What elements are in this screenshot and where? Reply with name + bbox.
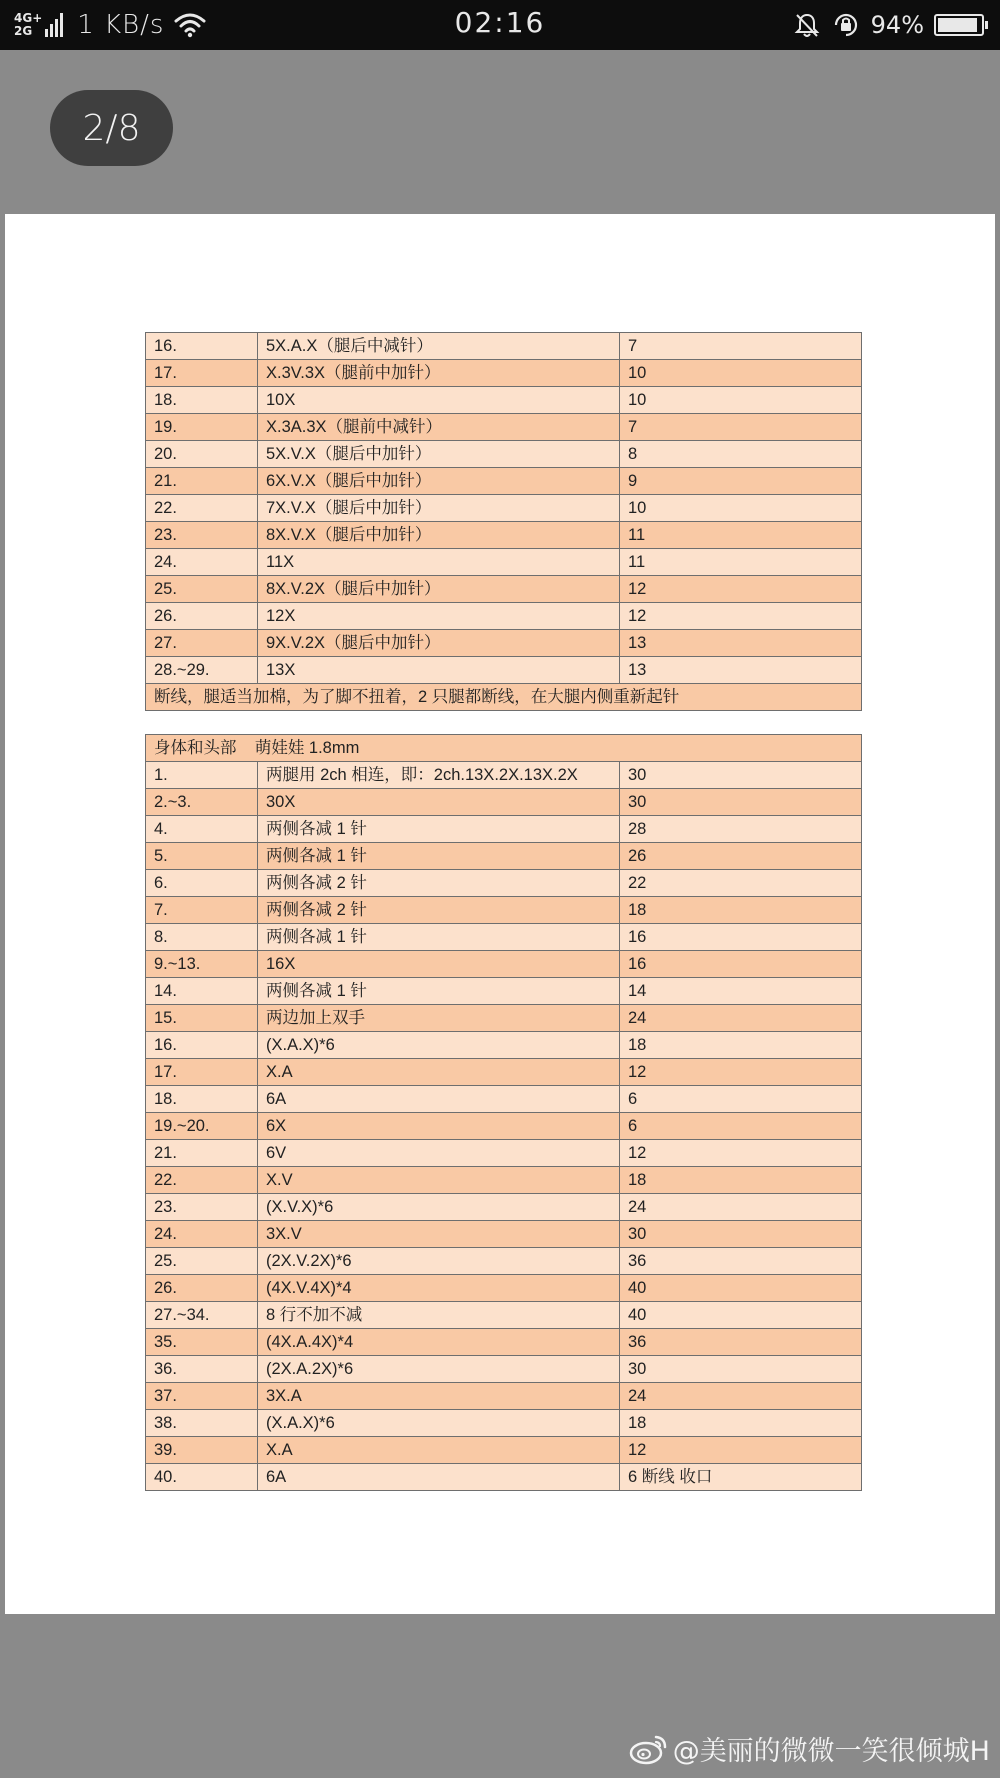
battery-percent: 94% [870, 11, 924, 39]
table-row [146, 1086, 862, 1113]
stitch-instruction-cell: 6X [258, 1113, 620, 1140]
stitch-count-cell: 6 断线 收口 [620, 1464, 862, 1491]
row-number-cell: 25. [146, 576, 258, 603]
table-row [146, 468, 862, 495]
stitch-count-cell: 10 [620, 387, 862, 414]
stitch-instruction-cell: 5X.V.X（腿后中加针） [258, 441, 620, 468]
row-number-cell: 19. [146, 414, 258, 441]
status-right [793, 8, 984, 42]
row-number-cell: 1. [146, 762, 258, 789]
row-number-cell: 15. [146, 1005, 258, 1032]
stitch-count-cell: 7 [620, 414, 862, 441]
row-number-cell: 5. [146, 843, 258, 870]
stitch-instruction-cell: 9X.V.2X（腿后中加针） [258, 630, 620, 657]
watermark [629, 1729, 990, 1768]
row-number-cell: 7. [146, 897, 258, 924]
net-speed: 1 KB/s [77, 10, 165, 40]
table-row [146, 1005, 862, 1032]
stitch-count-cell: 24 [620, 1005, 862, 1032]
table-row [146, 1275, 862, 1302]
table-row [146, 630, 862, 657]
row-number-cell: 24. [146, 549, 258, 576]
stitch-instruction-cell: 6X.V.X（腿后中加针） [258, 468, 620, 495]
row-number-cell: 23. [146, 1194, 258, 1221]
row-number-cell: 27. [146, 630, 258, 657]
battery-icon [934, 14, 984, 36]
table-row [146, 387, 862, 414]
stitch-instruction-cell: 两侧各减 1 针 [258, 843, 620, 870]
row-number-cell: 22. [146, 495, 258, 522]
row-number-cell: 21. [146, 1140, 258, 1167]
row-number-cell: 18. [146, 387, 258, 414]
table-row [146, 924, 862, 951]
stitch-instruction-cell: 两侧各减 2 针 [258, 897, 620, 924]
stitch-count-cell: 40 [620, 1275, 862, 1302]
stitch-count-cell: 12 [620, 1437, 862, 1464]
stitch-instruction-cell: 两侧各减 2 针 [258, 870, 620, 897]
table-row [146, 1437, 862, 1464]
row-number-cell: 17. [146, 360, 258, 387]
stitch-count-cell: 40 [620, 1302, 862, 1329]
table-note: 断线，腿适当加棉，为了脚不扭着，2 只腿都断线，在大腿内侧重新起针 [146, 684, 862, 711]
table-row [146, 549, 862, 576]
stitch-count-cell: 18 [620, 1410, 862, 1437]
battery-level-fill [938, 18, 977, 32]
row-number-cell: 16. [146, 1032, 258, 1059]
row-number-cell: 36. [146, 1356, 258, 1383]
table-row [146, 1356, 862, 1383]
row-number-cell: 38. [146, 1410, 258, 1437]
stitch-count-cell: 30 [620, 1356, 862, 1383]
stitch-count-cell: 16 [620, 924, 862, 951]
stitch-count-cell: 18 [620, 1032, 862, 1059]
status-bar [0, 0, 1000, 50]
stitch-instruction-cell: (4X.A.4X)*4 [258, 1329, 620, 1356]
stitch-instruction-cell: 3X.V [258, 1221, 620, 1248]
row-number-cell: 25. [146, 1248, 258, 1275]
stitch-count-cell: 36 [620, 1248, 862, 1275]
table-row [146, 1410, 862, 1437]
network-type-bottom: 2G [14, 24, 33, 38]
pattern-table-legs [145, 332, 862, 711]
stitch-instruction-cell: 10X [258, 387, 620, 414]
stitch-instruction-cell: X.3V.3X（腿前中加针） [258, 360, 620, 387]
table-row [146, 870, 862, 897]
stitch-instruction-cell: 16X [258, 951, 620, 978]
table-row [146, 1059, 862, 1086]
table-row [146, 360, 862, 387]
row-number-cell: 23. [146, 522, 258, 549]
stitch-instruction-cell: 30X [258, 789, 620, 816]
stitch-instruction-cell: 12X [258, 603, 620, 630]
table-row [146, 762, 862, 789]
table-row [146, 576, 862, 603]
stitch-count-cell: 14 [620, 978, 862, 1005]
stitch-count-cell: 18 [620, 897, 862, 924]
stitch-instruction-cell: (X.A.X)*6 [258, 1410, 620, 1437]
stitch-count-cell: 11 [620, 549, 862, 576]
stitch-instruction-cell: 13X [258, 657, 620, 684]
stitch-instruction-cell: 11X [258, 549, 620, 576]
stitch-count-cell: 9 [620, 468, 862, 495]
row-number-cell: 8. [146, 924, 258, 951]
row-number-cell: 39. [146, 1437, 258, 1464]
table-note-row [146, 684, 862, 711]
stitch-count-cell: 22 [620, 870, 862, 897]
stitch-instruction-cell: X.A [258, 1437, 620, 1464]
stitch-count-cell: 6 [620, 1113, 862, 1140]
table-row [146, 1221, 862, 1248]
stitch-instruction-cell: 两侧各减 1 针 [258, 978, 620, 1005]
table-row [146, 1167, 862, 1194]
stitch-instruction-cell: X.A [258, 1059, 620, 1086]
row-number-cell: 19.~20. [146, 1113, 258, 1140]
stitch-instruction-cell: X.3A.3X（腿前中减针） [258, 414, 620, 441]
stitch-count-cell: 13 [620, 657, 862, 684]
table-row [146, 951, 862, 978]
stitch-count-cell: 11 [620, 522, 862, 549]
row-number-cell: 6. [146, 870, 258, 897]
table-row [146, 522, 862, 549]
stitch-instruction-cell: (X.V.X)*6 [258, 1194, 620, 1221]
stitch-count-cell: 28 [620, 816, 862, 843]
page-indicator: 2/8 [50, 90, 173, 166]
stitch-count-cell: 30 [620, 789, 862, 816]
row-number-cell: 16. [146, 333, 258, 360]
stitch-instruction-cell: 两侧各减 1 针 [258, 816, 620, 843]
stitch-instruction-cell: 两腿用 2ch 相连，即：2ch.13X.2X.13X.2X [258, 762, 620, 789]
stitch-instruction-cell: (X.A.X)*6 [258, 1032, 620, 1059]
stitch-instruction-cell: 6A [258, 1464, 620, 1491]
table-row [146, 657, 862, 684]
table-row [146, 603, 862, 630]
stitch-instruction-cell: 8X.V.X（腿后中加针） [258, 522, 620, 549]
table-row [146, 843, 862, 870]
stitch-count-cell: 12 [620, 1059, 862, 1086]
stitch-count-cell: 12 [620, 576, 862, 603]
table-row [146, 333, 862, 360]
stitch-instruction-cell: 3X.A [258, 1383, 620, 1410]
stitch-count-cell: 10 [620, 360, 862, 387]
table-row [146, 495, 862, 522]
stitch-instruction-cell: 5X.A.X（腿后中减针） [258, 333, 620, 360]
table-row [146, 1194, 862, 1221]
row-number-cell: 18. [146, 1086, 258, 1113]
clock: 02:16 [454, 6, 546, 39]
stitch-instruction-cell: 两边加上双手 [258, 1005, 620, 1032]
stitch-count-cell: 16 [620, 951, 862, 978]
row-number-cell: 37. [146, 1383, 258, 1410]
stitch-instruction-cell: (4X.V.4X)*4 [258, 1275, 620, 1302]
table-row [146, 1032, 862, 1059]
stitch-count-cell: 12 [620, 1140, 862, 1167]
stitch-count-cell: 36 [620, 1329, 862, 1356]
stitch-count-cell: 6 [620, 1086, 862, 1113]
table-row [146, 1248, 862, 1275]
stitch-instruction-cell: 6A [258, 1086, 620, 1113]
stitch-count-cell: 10 [620, 495, 862, 522]
stitch-count-cell: 30 [620, 1221, 862, 1248]
table-row [146, 1383, 862, 1410]
stitch-count-cell: 24 [620, 1194, 862, 1221]
table-row [146, 414, 862, 441]
stitch-instruction-cell: 两侧各减 1 针 [258, 924, 620, 951]
stitch-instruction-cell: X.V [258, 1167, 620, 1194]
network-type-top: 4G+ [14, 11, 43, 25]
stitch-count-cell: 26 [620, 843, 862, 870]
stitch-count-cell: 30 [620, 762, 862, 789]
table-row [146, 897, 862, 924]
row-number-cell: 27.~34. [146, 1302, 258, 1329]
stitch-instruction-cell: (2X.V.2X)*6 [258, 1248, 620, 1275]
row-number-cell: 24. [146, 1221, 258, 1248]
table-row [146, 1113, 862, 1140]
notifications-muted-icon [793, 11, 821, 39]
table-row [146, 1302, 862, 1329]
table-row [146, 816, 862, 843]
stitch-count-cell: 24 [620, 1383, 862, 1410]
row-number-cell: 20. [146, 441, 258, 468]
stitch-instruction-cell: (2X.A.2X)*6 [258, 1356, 620, 1383]
stitch-count-cell: 7 [620, 333, 862, 360]
table-row [146, 441, 862, 468]
table-row [146, 1329, 862, 1356]
pattern-table-body-head [145, 734, 862, 1491]
table-row [146, 1464, 862, 1491]
row-number-cell: 9.~13. [146, 951, 258, 978]
row-number-cell: 14. [146, 978, 258, 1005]
row-number-cell: 17. [146, 1059, 258, 1086]
stitch-instruction-cell: 7X.V.X（腿后中加针） [258, 495, 620, 522]
rotation-lock-icon [831, 10, 861, 40]
stitch-instruction-cell: 8 行不加不减 [258, 1302, 620, 1329]
row-number-cell: 21. [146, 468, 258, 495]
table-header-row [146, 735, 862, 762]
row-number-cell: 22. [146, 1167, 258, 1194]
weibo-icon [629, 1733, 669, 1765]
table-header: 身体和头部 萌娃娃 1.8mm [146, 735, 862, 762]
stitch-count-cell: 8 [620, 441, 862, 468]
watermark-text: @美丽的微微一笑很倾城H [672, 1736, 990, 1767]
row-number-cell: 26. [146, 1275, 258, 1302]
row-number-cell: 4. [146, 816, 258, 843]
table-row [146, 978, 862, 1005]
table-row [146, 1140, 862, 1167]
stitch-count-cell: 12 [620, 603, 862, 630]
stitch-instruction-cell: 8X.V.2X（腿后中加针） [258, 576, 620, 603]
document-page[interactable] [5, 214, 995, 1614]
table-row [146, 789, 862, 816]
stitch-instruction-cell: 6V [258, 1140, 620, 1167]
row-number-cell: 40. [146, 1464, 258, 1491]
stitch-count-cell: 13 [620, 630, 862, 657]
row-number-cell: 35. [146, 1329, 258, 1356]
row-number-cell: 2.~3. [146, 789, 258, 816]
row-number-cell: 26. [146, 603, 258, 630]
stitch-count-cell: 18 [620, 1167, 862, 1194]
row-number-cell: 28.~29. [146, 657, 258, 684]
